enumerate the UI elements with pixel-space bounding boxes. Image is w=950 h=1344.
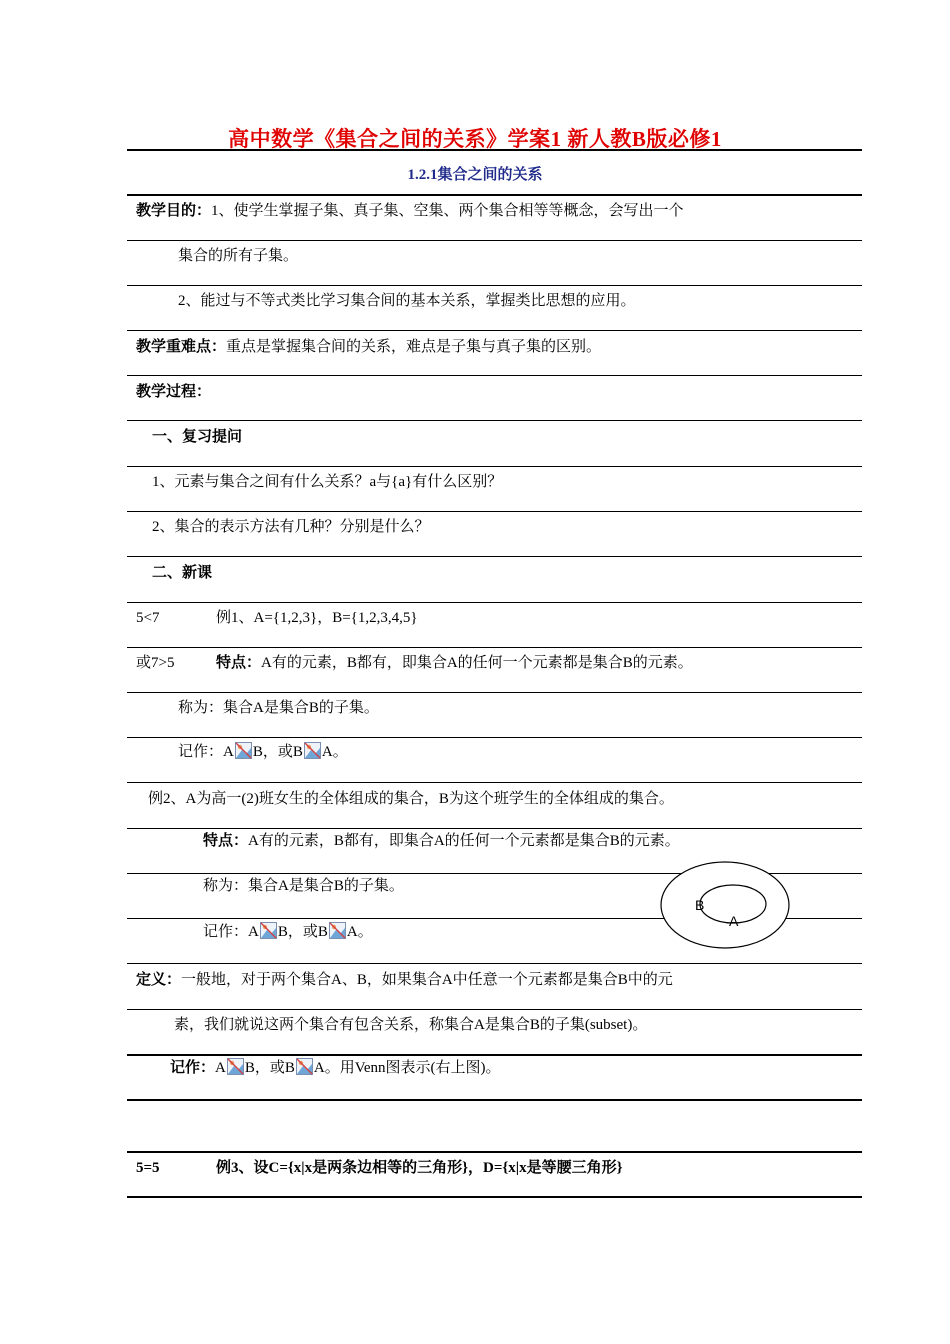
objectives-line1 [136, 201, 684, 221]
definition-notation-prefix: A [215, 1060, 226, 1076]
objectives-line2: 集合的所有子集。 [178, 248, 299, 264]
row-rule [127, 466, 862, 467]
feature-1-text: A有的元素，B都有，即集合A的任何一个元素都是集合B的元素。 [261, 655, 693, 671]
superset-symbol-icon [296, 1058, 313, 1075]
row-rule [127, 1009, 862, 1010]
example-1: 例1、A={1,2,3}，B={1,2,3,4,5} [216, 610, 418, 626]
row-rule [127, 556, 862, 557]
row-rule [127, 240, 862, 241]
feature-2-line [203, 831, 680, 851]
row-rule [127, 828, 862, 829]
venn-label-b: B [695, 897, 705, 913]
row-rule [127, 647, 862, 648]
subset-symbol-icon [260, 922, 277, 939]
superset-symbol-icon [304, 742, 321, 759]
notation-1-prefix: 记作：A [178, 744, 234, 760]
row-rule [127, 285, 862, 286]
row-rule [127, 420, 862, 421]
venn-diagram [655, 858, 795, 953]
row-rule [127, 1054, 862, 1056]
margin-note-1: 5<7 [136, 610, 160, 626]
row-rule [127, 1099, 862, 1101]
notation-1-mid: B，或B [252, 744, 303, 760]
notation-2-mid: B，或B [277, 924, 328, 940]
subtitle-rule [127, 194, 862, 196]
venn-label-a: A [729, 913, 739, 929]
definition-line2: 素，我们就说这两个集合有包含关系，称集合A是集合B的子集(subset)。 [174, 1017, 648, 1033]
superset-symbol-icon [329, 922, 346, 939]
feature-2-text: A有的元素，B都有，即集合A的任何一个元素都是集合B的元素。 [248, 833, 680, 849]
row-rule [127, 737, 862, 738]
objectives-line3: 2、能过与不等式类比学习集合间的基本关系，掌握类比思想的应用。 [178, 293, 636, 309]
definition-line1 [136, 970, 673, 990]
feature-label: 特点： [216, 655, 262, 671]
newlesson-heading: 二、新课 [152, 565, 213, 581]
row-rule [127, 375, 862, 376]
row-rule [127, 1196, 862, 1198]
document-title: 高中数学《集合之间的关系》学案1 新人教B版必修1 [228, 127, 722, 151]
difficulty-text: 重点是掌握集合间的关系，难点是子集与真子集的区别。 [226, 339, 602, 355]
row-rule [127, 511, 862, 512]
row-rule [127, 963, 862, 964]
review-question-2: 2、集合的表示方法有几种？分别是什么？ [152, 519, 430, 535]
feature-1-line [216, 653, 693, 673]
row-rule [127, 1151, 862, 1153]
row-rule [127, 782, 862, 783]
definition-text1: 一般地，对于两个集合A、B，如果集合A中任意一个元素都是集合B中的元 [181, 972, 673, 988]
margin-note-3: 5=5 [136, 1160, 160, 1176]
review-question-1: 1、元素与集合之间有什么关系？a与{a}有什么区别？ [152, 474, 503, 490]
definition-notation-mid: B，或B [244, 1060, 295, 1076]
notation-1-suffix: A。 [321, 744, 348, 760]
review-heading: 一、复习提问 [152, 429, 243, 445]
example-2: 例2、A为高一(2)班女生的全体组成的集合，B为这个班学生的全体组成的集合。 [148, 791, 674, 807]
notation-1 [178, 742, 348, 762]
difficulty-label: 教学重难点： [136, 339, 227, 355]
process-label: 教学过程： [136, 384, 212, 400]
section-subtitle: 1.2.1集合之间的关系 [407, 167, 543, 183]
subset-symbol-icon [227, 1058, 244, 1075]
feature-label: 特点： [203, 833, 249, 849]
example-3: 例3、设C={x|x是两条边相等的三角形}，D={x|x是等腰三角形} [216, 1160, 623, 1176]
called-2: 称为：集合A是集合B的子集。 [203, 878, 404, 894]
definition-notation-suffix: A。用Venn图表示(右上图)。 [313, 1060, 501, 1076]
called-1: 称为：集合A是集合B的子集。 [178, 700, 379, 716]
notation-2-prefix: 记作：A [203, 924, 259, 940]
definition-notation [170, 1058, 501, 1078]
row-rule [127, 692, 862, 693]
title-rule [127, 149, 862, 151]
definition-label: 定义： [136, 972, 182, 988]
difficulty-line [136, 337, 601, 357]
notation-2 [203, 922, 373, 942]
objectives-text1: 1、使学生掌握子集、真子集、空集、两个集合相等等概念，会写出一个 [211, 203, 684, 219]
notation-2-suffix: A。 [346, 924, 373, 940]
objectives-label: 教学目的： [136, 203, 212, 219]
row-rule [127, 330, 862, 331]
margin-note-2: 或7>5 [136, 655, 175, 671]
row-rule [127, 602, 862, 603]
definition-notation-label: 记作： [170, 1060, 216, 1076]
subset-symbol-icon [235, 742, 252, 759]
